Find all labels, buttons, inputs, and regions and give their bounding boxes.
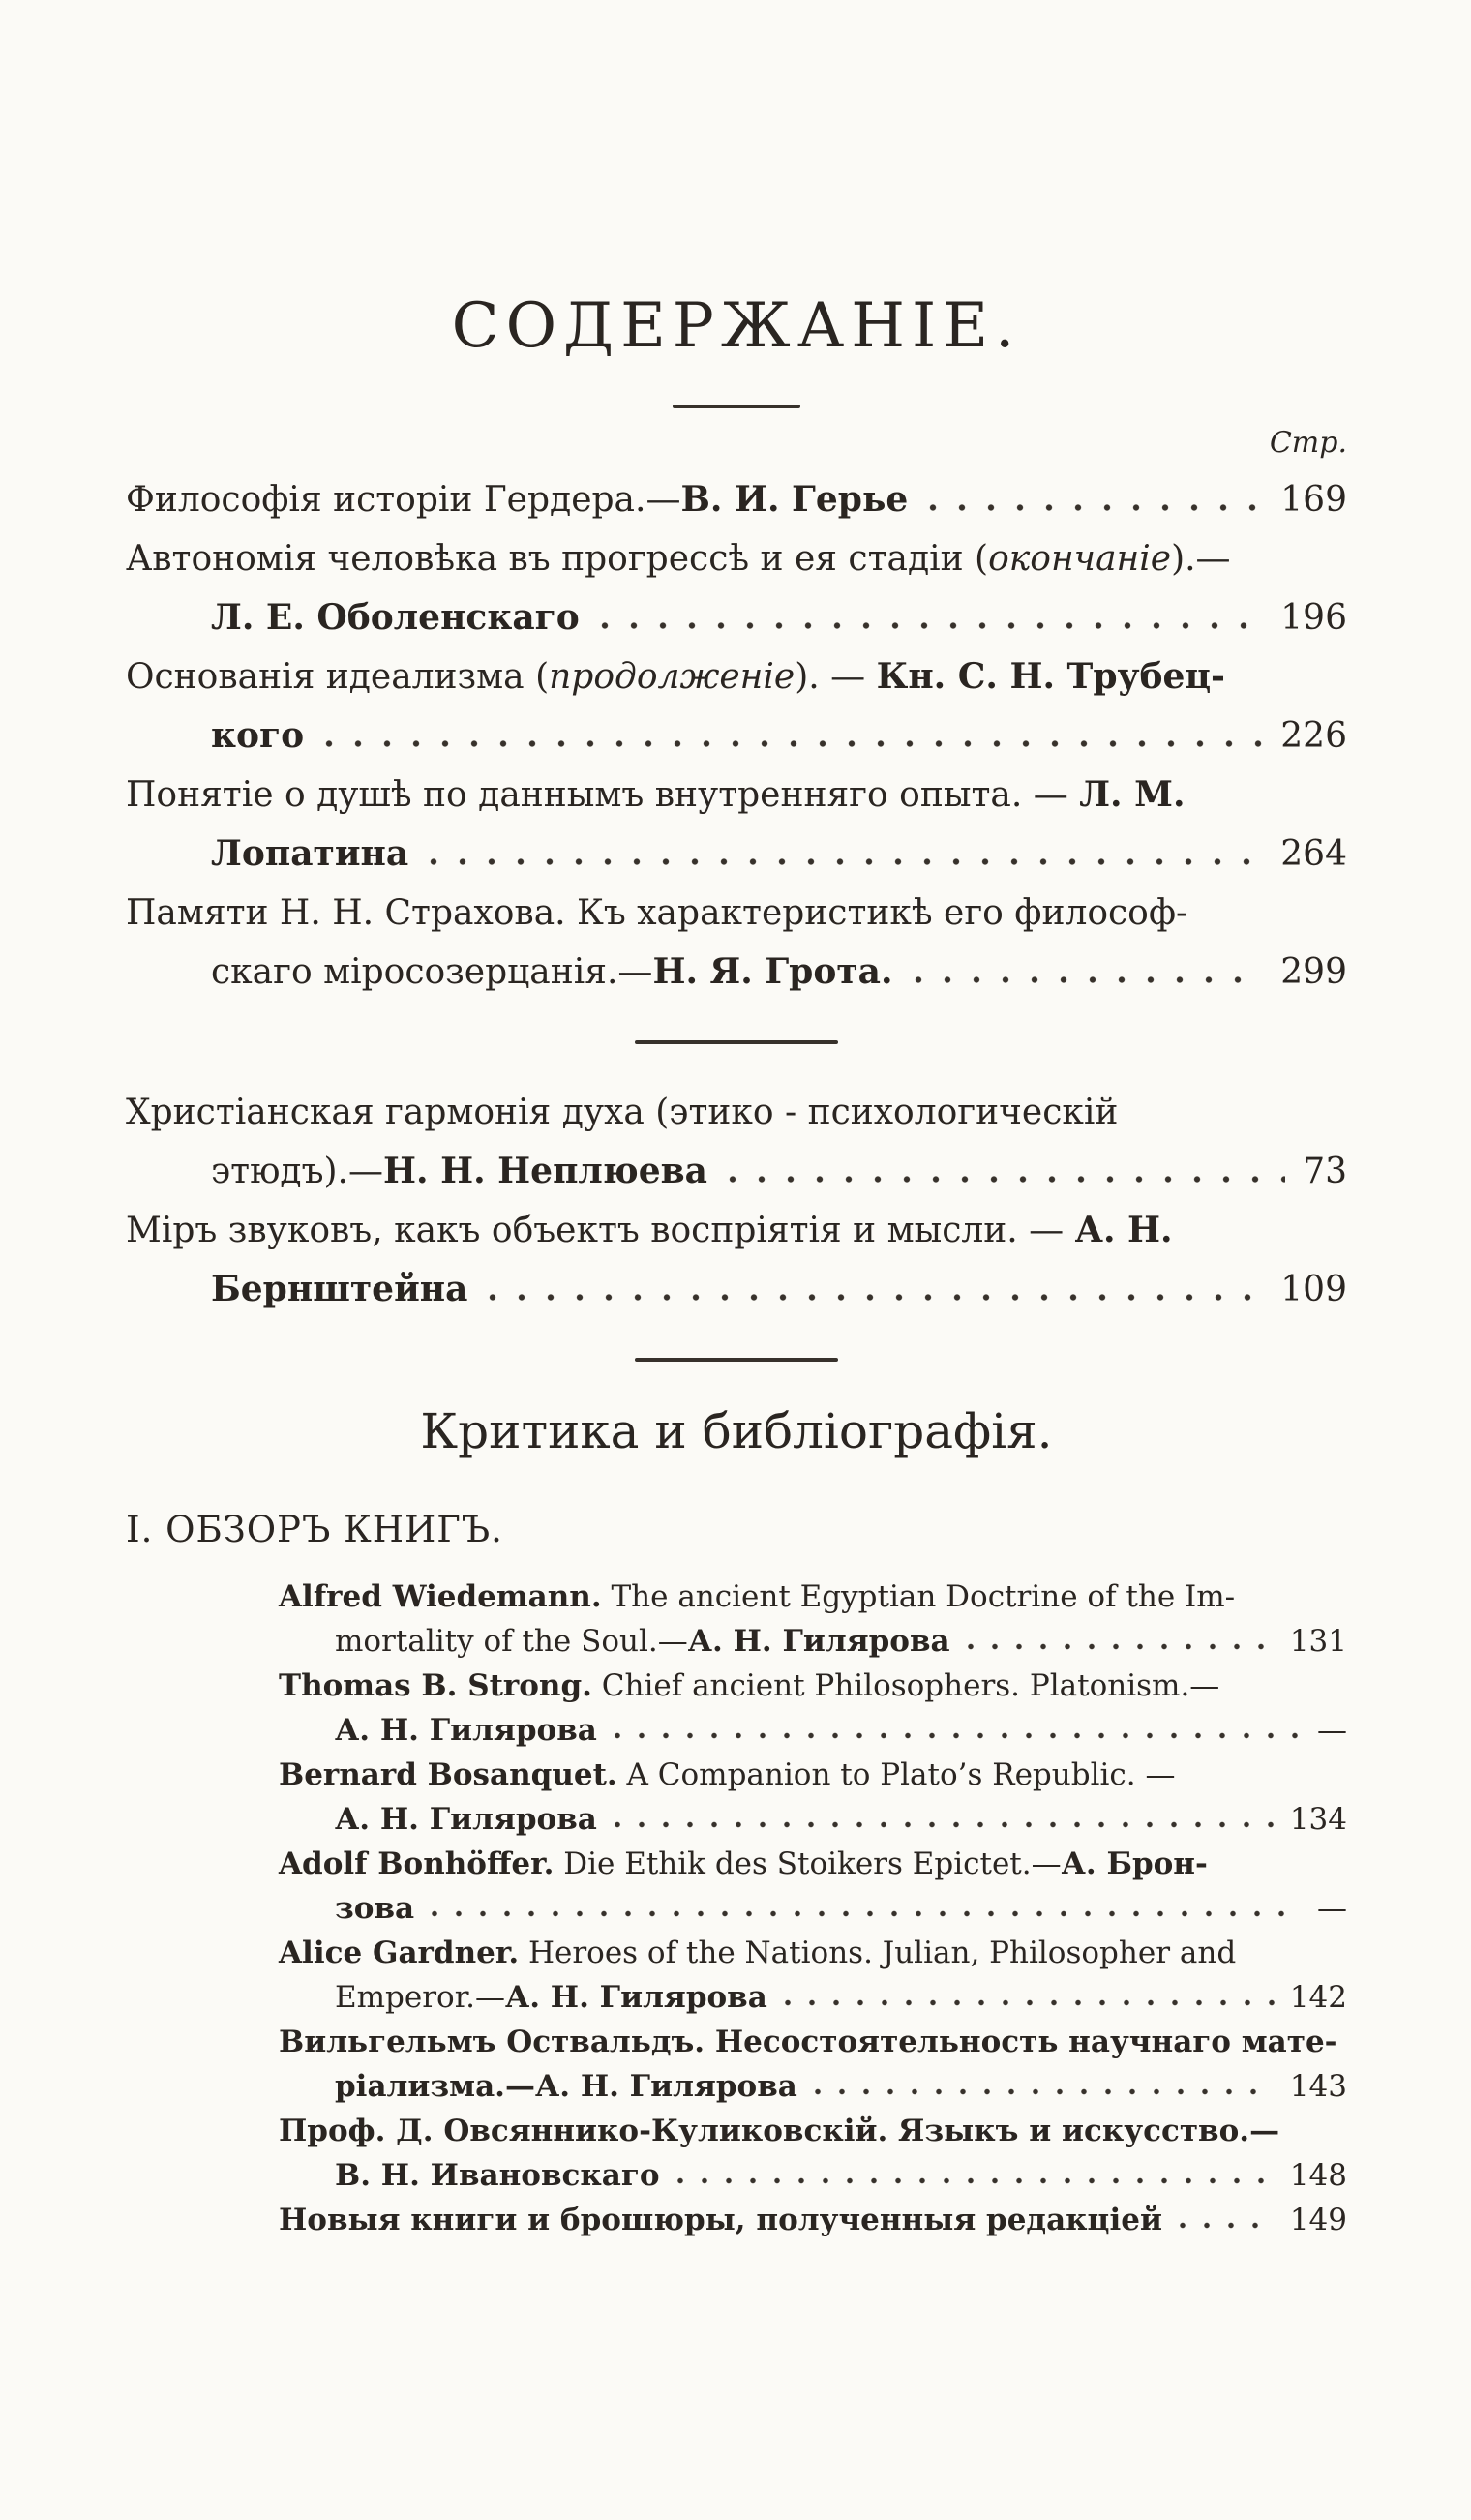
toc-line [126, 1931, 1347, 1975]
toc-line-text [335, 1886, 414, 1931]
toc-text-segment: mortality of the Soul.— [335, 1624, 688, 1659]
page-number: 196 [1280, 598, 1347, 638]
toc-text-segment: В. И. Герье [680, 479, 909, 520]
toc-text-segment: Thomas B. Strong. [279, 1668, 592, 1703]
toc-text-segment: А. Н. Гилярова [335, 1713, 597, 1748]
page-number: 226 [1280, 716, 1347, 756]
toc-text-segment: ).— [1171, 539, 1231, 579]
toc-text-segment: Философія исторіи Гердера.— [126, 480, 681, 520]
toc-line-text [211, 588, 580, 647]
dot-leader [430, 1908, 1302, 1919]
toc-text-segment: Н. Я. Грота. [652, 951, 893, 992]
toc-line [126, 706, 1347, 765]
toc-text-segment: Кн. С. Н. Трубец- [876, 656, 1225, 697]
page-number: 73 [1303, 1152, 1347, 1191]
toc-line-text [279, 2109, 1279, 2153]
toc-text-segment: Бернштейна [211, 1269, 468, 1309]
toc-line [126, 765, 1347, 825]
toc-text-segment: Alfred Wiedemann. [279, 1579, 602, 1614]
toc-articles-part1 [126, 470, 1347, 1002]
toc-line-text [126, 884, 1187, 943]
toc-text-segment: продолженіе [549, 657, 796, 697]
toc-line-text [211, 1142, 707, 1201]
toc-line [126, 1842, 1347, 1886]
page-column-label: Стр. [1269, 426, 1347, 460]
toc-text-segment: Лопатина [211, 833, 409, 874]
toc-line-text [279, 1664, 1219, 1708]
dot-leader [966, 1641, 1275, 1652]
toc-text-segment: Н. Н. Неплюева [382, 1151, 707, 1191]
toc-line [126, 1797, 1347, 1842]
toc-text-segment: А. Н. [1074, 1210, 1173, 1250]
dot-leader [323, 737, 1263, 750]
toc-line [126, 1201, 1347, 1260]
dot-leader [599, 619, 1264, 632]
toc-text-segment: Новыя книги и брошюры, полученныя редакціей [279, 2203, 1162, 2237]
toc-text-segment: А. Н. Гилярова [335, 1802, 597, 1837]
toc-text-segment: Христіанская гармонія духа (этико - психологическій [126, 1093, 1119, 1132]
toc-line [126, 2198, 1347, 2242]
toc-line-text [335, 1975, 767, 2020]
toc-line-text [126, 1083, 1118, 1142]
toc-line [126, 1260, 1347, 1319]
toc-line-text [279, 1842, 1208, 1886]
toc-line-text [126, 765, 1185, 825]
page-title: СОДЕРЖАНІЕ. [451, 290, 1022, 362]
toc-line [126, 943, 1347, 1002]
toc-text-segment: The ancient Egyptian Doctrine of the Im- [601, 1579, 1236, 1614]
dot-leader [1178, 2220, 1275, 2231]
toc-text-segment: Автономія человѣка въ прогрессѣ и ея стадіи ( [126, 539, 989, 579]
toc-line [126, 2064, 1347, 2109]
toc-line-text [126, 647, 1225, 706]
toc-line [126, 1142, 1347, 1201]
page-number: — [1317, 1891, 1347, 1926]
toc-line [126, 1575, 1347, 1619]
dot-leader [913, 974, 1264, 986]
page-number: 264 [1280, 834, 1347, 874]
toc-line-text [211, 706, 304, 765]
page-number: 148 [1289, 2158, 1347, 2193]
toc-text-segment: зова [335, 1891, 415, 1926]
toc-line-text [335, 1708, 597, 1753]
toc-text-segment: В. Н. Ивановскаго [335, 2158, 660, 2193]
dot-leader [487, 1291, 1263, 1304]
toc-text-segment: Основанія идеализма ( [126, 657, 550, 697]
toc-line [126, 2153, 1347, 2198]
toc-text-segment: кого [211, 715, 305, 756]
toc-text-segment: A Companion to Plato’s Republic. — [616, 1757, 1176, 1792]
dot-leader [727, 1173, 1285, 1185]
toc-text-segment: Міръ звуковъ, какъ объектъ воспріятія и мысли. — [126, 1211, 1075, 1250]
toc-line-text [279, 2198, 1162, 2242]
dot-leader [613, 1819, 1275, 1830]
toc-text-segment: Понятіе о душѣ по даннымъ внутренняго опыта. — [126, 775, 1080, 815]
toc-text-segment: Emperor.— [335, 1980, 505, 2015]
toc-text-segment: Вильгельмъ Оствальдъ. Несостоятельность научнаго мате- [279, 2025, 1337, 2059]
toc-text-segment: А. Брон- [1061, 1846, 1208, 1881]
toc-text-segment: Bernard Bosanquet. [279, 1757, 617, 1792]
toc-articles-part2 [126, 1083, 1347, 1319]
toc-text-segment: Adolf Bonhöffer. [279, 1846, 555, 1881]
criticism-section-heading: Критика и библіографія. [420, 1403, 1053, 1459]
toc-text-segment: этюдъ).— [211, 1152, 383, 1191]
page-number: — [1317, 1713, 1347, 1748]
toc-text-segment: ). — [795, 657, 877, 697]
toc-line [126, 2020, 1347, 2064]
dot-leader [813, 2086, 1275, 2097]
toc-text-segment: скаго міросозерцанія.— [211, 952, 653, 992]
section-divider-rule-1 [635, 1040, 838, 1044]
toc-line [126, 1708, 1347, 1753]
toc-line-text [335, 2153, 660, 2198]
toc-line [126, 884, 1347, 943]
toc-text-segment: Die Ethik des Stoikers Epictet.— [554, 1846, 1062, 1881]
toc-text-segment: Л. М. [1079, 774, 1186, 815]
toc-line-text [279, 2020, 1337, 2064]
dot-leader [927, 501, 1263, 514]
dot-leader [675, 2175, 1275, 2186]
toc-line-text [126, 1201, 1173, 1260]
toc-line [126, 2109, 1347, 2153]
toc-text-segment: А. Н. Гилярова [687, 1624, 950, 1659]
toc-line [126, 588, 1347, 647]
page-number: 149 [1289, 2203, 1347, 2237]
page-number: 143 [1289, 2069, 1347, 2104]
page-number: 134 [1289, 1802, 1347, 1837]
toc-line [126, 1753, 1347, 1797]
toc-line-text [211, 825, 408, 884]
toc-line-text [279, 1931, 1236, 1975]
dot-leader [613, 1730, 1302, 1741]
page-number: 142 [1289, 1980, 1347, 2015]
page-number: 299 [1280, 952, 1347, 992]
toc-line [126, 1619, 1347, 1664]
toc-line-text [335, 1797, 597, 1842]
toc-line-text [211, 943, 893, 1002]
toc-line [126, 1664, 1347, 1708]
toc-line-text [335, 2064, 797, 2109]
toc-text-segment: окончаніе [988, 539, 1172, 579]
books-review-subheading: I. ОБЗОРЪ КНИГЪ. [126, 1509, 503, 1550]
toc-line [126, 529, 1347, 588]
toc-line-text [335, 1619, 950, 1664]
title-divider-rule [673, 405, 800, 408]
page-number: 131 [1289, 1624, 1347, 1659]
content-column [126, 0, 1347, 2242]
toc-text-segment: Chief ancient Philosophers. Platonism.— [591, 1668, 1220, 1703]
page-number: 169 [1280, 480, 1347, 520]
section-divider-rule-2 [635, 1358, 838, 1362]
toc-line-text [126, 470, 908, 529]
toc-line [126, 647, 1347, 706]
toc-text-segment: Alice Gardner. [279, 1935, 520, 1970]
toc-line [126, 1083, 1347, 1142]
toc-line-text [279, 1575, 1235, 1619]
toc-bibliography [126, 1575, 1347, 2242]
toc-line [126, 1975, 1347, 2020]
toc-line [126, 825, 1347, 884]
toc-line-text [211, 1260, 467, 1319]
toc-line [126, 470, 1347, 529]
toc-text-segment: ріализма.—А. Н. Гилярова [335, 2069, 797, 2104]
toc-line-text [126, 529, 1231, 588]
toc-text-segment: Л. Е. Оболенскаго [211, 597, 580, 638]
toc-line [126, 1886, 1347, 1931]
toc-text-segment: Памяти Н. Н. Страхова. Къ характеристикѣ его философ- [126, 893, 1188, 933]
toc-text-segment: Проф. Д. Овсяннико-Куликовскій. Языкъ и искусство.— [279, 2114, 1280, 2148]
page-number: 109 [1280, 1270, 1347, 1309]
toc-text-segment: А. Н. Гилярова [504, 1980, 767, 2015]
toc-line-text [279, 1753, 1175, 1797]
dot-leader [783, 1997, 1275, 2008]
dot-leader [428, 855, 1263, 868]
toc-text-segment: Heroes of the Nations. Julian, Philosopher and [519, 1935, 1237, 1970]
